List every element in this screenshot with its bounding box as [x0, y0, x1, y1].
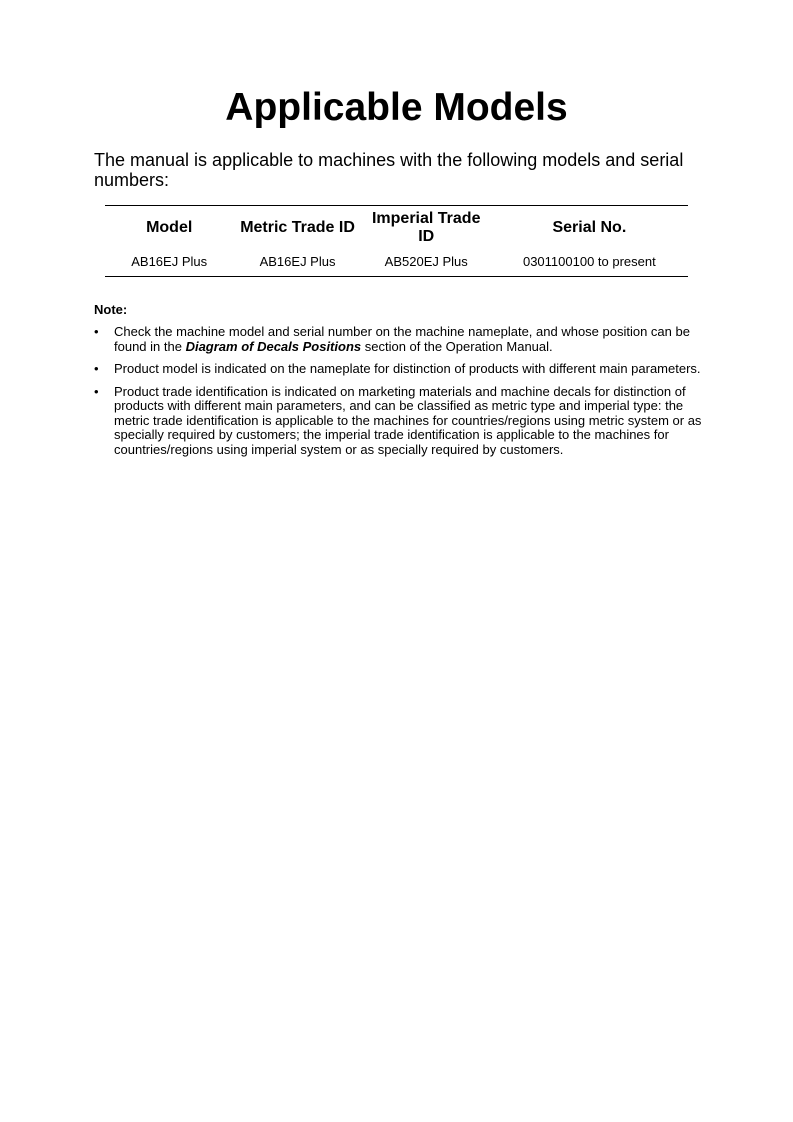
cell-imperial-trade-id: AB520EJ Plus	[384, 254, 468, 269]
note-item-text-end: section of the Operation Manual.	[361, 338, 553, 354]
page-title: Applicable Models	[225, 86, 568, 129]
note-item	[94, 362, 704, 377]
note-item-text: Product trade identification is indicated on marketing materials and machine decals for distinction of products with different main parameters, and can be classified as metric type and imperial type: the metric trade identification is applicable to the machines for countries/regions using metric system or as specially required by customers; the imperial trade identification is applicable to the machines for countries/regions using imperial system or as specially required by customers.	[114, 383, 702, 457]
intro-paragraph: The manual is applicable to machines with the following models and serial numbers:	[94, 150, 684, 190]
cell-metric-trade-id: AB16EJ Plus	[259, 254, 336, 269]
note-item	[94, 325, 704, 354]
note-item-emphasis: Diagram of Decals Positions	[185, 338, 362, 354]
note-item-text-start: Check the machine model and serial number on the machine nameplate, and whose position can be found in the	[114, 324, 690, 354]
bullet-icon: •	[94, 361, 99, 376]
header-model: Model	[146, 219, 193, 236]
table-row	[105, 249, 688, 277]
table-header-row	[105, 206, 688, 250]
note-item-text: Product model is indicated on the nameplate for distinction of products with different main parameters.	[114, 361, 701, 376]
cell-serial-no: 0301100100 to present	[522, 254, 656, 269]
header-metric-trade-id: Metric Trade ID	[240, 219, 355, 236]
note-item	[94, 385, 704, 458]
bullet-icon: •	[94, 383, 99, 399]
header-serial-no: Serial No.	[552, 219, 627, 236]
note-label: Note:	[94, 302, 128, 317]
applicable-models-table	[105, 205, 688, 277]
header-imperial-trade-id: Imperial Trade ID	[371, 210, 481, 245]
cell-model: AB16EJ Plus	[131, 254, 208, 269]
note-list	[94, 325, 704, 465]
bullet-icon: •	[94, 324, 99, 339]
